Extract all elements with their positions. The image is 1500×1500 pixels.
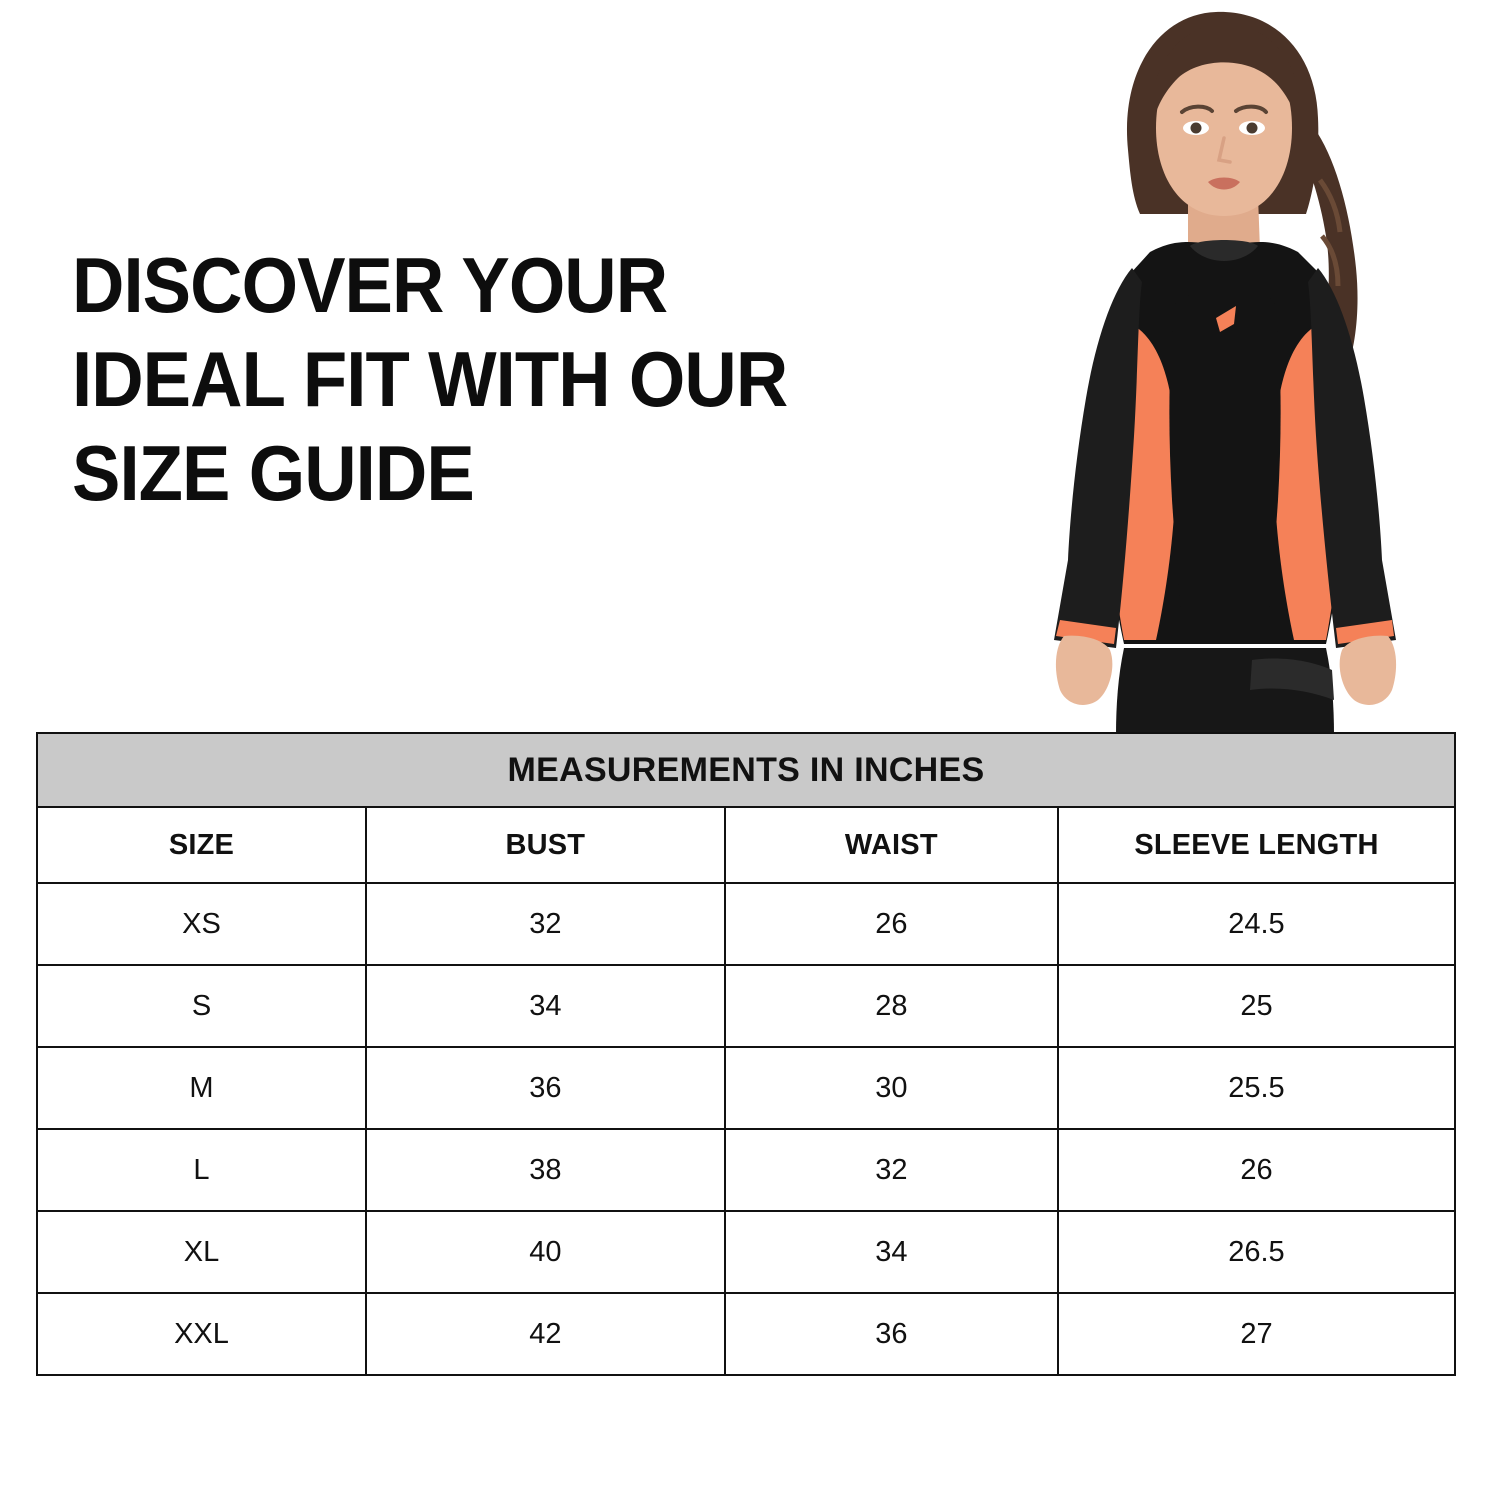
- column-header-sleeve-length: SLEEVE LENGTH: [1058, 807, 1455, 883]
- cell-bust: 40: [366, 1211, 725, 1293]
- table-row: [37, 1129, 1455, 1211]
- size-chart: [36, 732, 1456, 1376]
- table-title-row: [37, 733, 1455, 807]
- cell-bust: 42: [366, 1293, 725, 1375]
- cell-waist: 26: [725, 883, 1058, 965]
- table-row: [37, 883, 1455, 965]
- cell-sleeve-length: 26: [1058, 1129, 1455, 1211]
- cell-sleeve-length: 24.5: [1058, 883, 1455, 965]
- page-title-line-1: DISCOVER YOUR: [72, 241, 668, 329]
- cell-bust: 32: [366, 883, 725, 965]
- cell-sleeve-length: 25.5: [1058, 1047, 1455, 1129]
- cell-size: XL: [37, 1211, 366, 1293]
- left-pupil: [1191, 123, 1202, 134]
- cell-size: S: [37, 965, 366, 1047]
- table-row: [37, 1211, 1455, 1293]
- right-hand: [1340, 636, 1396, 705]
- cell-sleeve-length: 26.5: [1058, 1211, 1455, 1293]
- column-header-size: SIZE: [37, 807, 366, 883]
- table-title: MEASUREMENTS IN INCHES: [37, 733, 1455, 807]
- cell-bust: 34: [366, 965, 725, 1047]
- right-pupil: [1247, 123, 1258, 134]
- cell-size: XS: [37, 883, 366, 965]
- cell-waist: 36: [725, 1293, 1058, 1375]
- cell-size: M: [37, 1047, 366, 1129]
- page-title-line-3: SIZE GUIDE: [72, 429, 474, 517]
- cell-bust: 38: [366, 1129, 725, 1211]
- cell-bust: 36: [366, 1047, 725, 1129]
- page-title-line-2: IDEAL FIT WITH OUR: [72, 335, 788, 423]
- garment-center-panel: [1169, 291, 1280, 640]
- table-row: [37, 1047, 1455, 1129]
- table-header-row: [37, 807, 1455, 883]
- table-row: [37, 1293, 1455, 1375]
- column-header-bust: BUST: [366, 807, 725, 883]
- cell-sleeve-length: 25: [1058, 965, 1455, 1047]
- cell-waist: 30: [725, 1047, 1058, 1129]
- page-title: [72, 238, 892, 520]
- cell-size: L: [37, 1129, 366, 1211]
- cell-waist: 28: [725, 965, 1058, 1047]
- column-header-waist: WAIST: [725, 807, 1058, 883]
- table-row: [37, 965, 1455, 1047]
- cell-sleeve-length: 27: [1058, 1293, 1455, 1375]
- left-hand: [1056, 636, 1112, 705]
- cell-waist: 34: [725, 1211, 1058, 1293]
- size-table: [36, 732, 1456, 1376]
- cell-size: XXL: [37, 1293, 366, 1375]
- model-figure: [1020, 0, 1440, 735]
- model-illustration: [1020, 0, 1440, 735]
- cell-waist: 32: [725, 1129, 1058, 1211]
